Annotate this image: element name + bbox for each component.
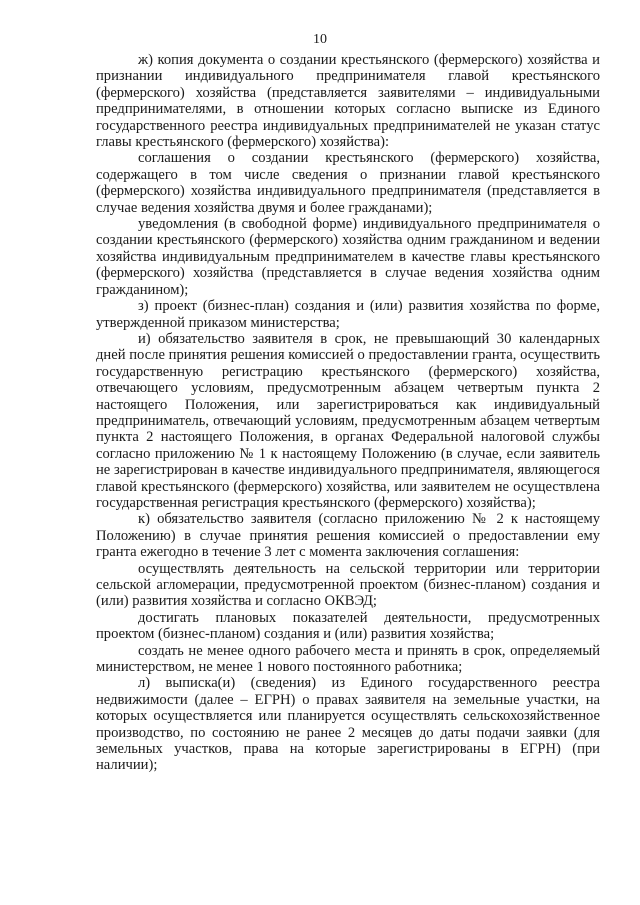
paragraph-i-obligation-registration: и) обязательство заявителя в срок, не превышающий 30 календарных дней после принятия решения комиссией о предоставлении гранта, осуществить государственную регистрацию крестьянского (фермерского) хозяйства, отвечающего условиям, предусмотренным абзацем четвертым пункта 2 настоящего Положения, или зарегистрироваться как индивидуальный предприниматель, отвечающий условиям, предусмотренным абзацем четвертым пункта 2 настоящего Положения, в органах Федеральной налоговой службы согласно приложению № 1 к настоящему Положению (в случае, если заявитель не зарегистрирован в качестве индивидуального предпринимателя, являющегося главой крестьянского (фермерского) хозяйства, или заявителем не осуществлена государственная регистрация крестьянского (фермерского) хозяйства);: [96, 330, 600, 511]
paragraph-l-egrn-extract: л) выписка(и) (сведения) из Единого государственного реестра недвижимости (далее – ЕГРН) о правах заявителя на земельные участки, на которых осуществляется или планируется осуществлять сельскохозяйственное производство, по состоянию не ранее 2 месяцев до даты подачи заявки (для земельных участков, права на которые зарегистрированы в ЕГРН) (при наличии);: [96, 675, 600, 774]
paragraph-create-workplace: создать не менее одного рабочего места и принять в срок, определяемый министерством, не менее 1 нового постоянного работника;: [96, 642, 600, 676]
paragraph-agreement: соглашения о создании крестьянского (фермерского) хозяйства, содержащего в том числе сведения о признании главой крестьянского (фермерского) хозяйства индивидуального предпринимателя (представляется в случае ведения хозяйства двумя и более гражданами);: [96, 150, 600, 216]
paragraph-zh-copy-document: ж) копия документа о создании крестьянского (фермерского) хозяйства и признании индивидуального предпринимателя главой крестьянского (фермерского) хозяйства (представляется заявителями – индивидуальными предпринимателями, в отношении которых согласно выписке из Единого государственного реестра индивидуальных предпринимателей не указан статус главы крестьянского (фермерского) хозяйства):: [96, 52, 600, 151]
paragraph-achieve-indicators: достигать плановых показателей деятельности, предусмотренных проектом (бизнес-планом) создания и (или) развития хозяйства;: [96, 609, 600, 643]
paragraph-carry-out-activity: осуществлять деятельность на сельской территории или территории сельской агломерации, предусмотренной проектом (бизнес-планом) создания и (или) развития хозяйства и согласно ОКВЭД;: [96, 560, 600, 610]
document-body: [96, 52, 600, 774]
paragraph-notification: уведомления (в свободной форме) индивидуального предпринимателя о создании крестьянского (фермерского) хозяйства одним гражданином и ведении хозяйства индивидуальным предпринимателем в качестве главы крестьянского (фермерского) хозяйства (представляется в случае ведения хозяйства одним гражданином);: [96, 216, 600, 298]
page-number: 10: [313, 32, 327, 47]
paragraph-z-business-plan: з) проект (бизнес-план) создания и (или) развития хозяйства по форме, утвержденной приказом министерства;: [96, 298, 600, 331]
paragraph-k-obligation: к) обязательство заявителя (согласно приложению № 2 к настоящему Положению) в случае принятия решения комиссией о предоставлении ему гранта ежегодно в течение 3 лет с момента заключения соглашения:: [96, 511, 600, 561]
